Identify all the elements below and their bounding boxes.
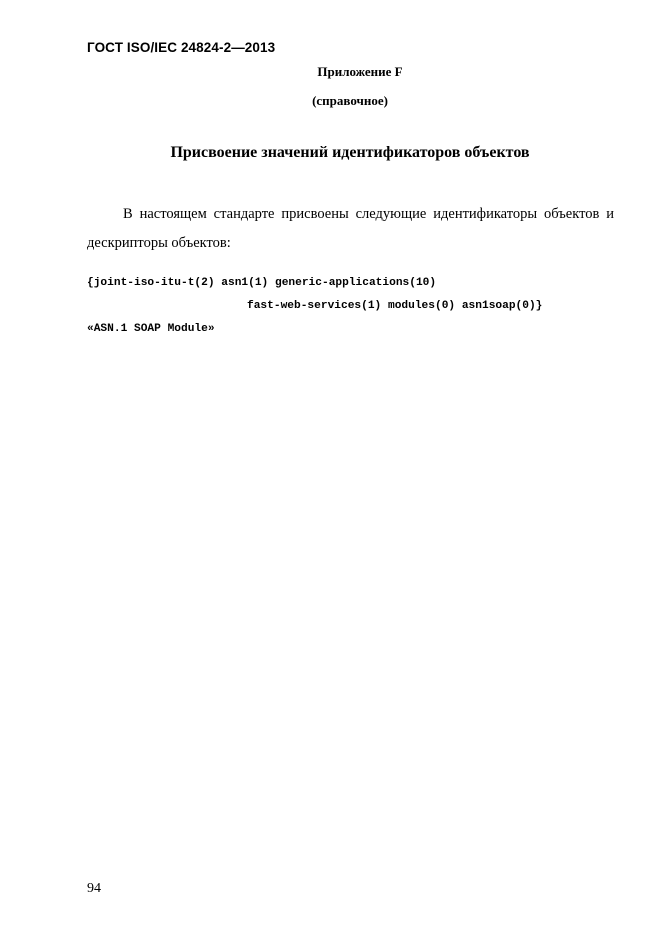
code-line: {joint-iso-itu-t(2) asn1(1) generic-applications(10) (87, 277, 437, 289)
standard-header: ГОСТ ISO/IEC 24824-2—2013 (87, 40, 276, 55)
appendix-type: (справочное) (312, 93, 388, 108)
object-descriptor: «ASN.1 SOAP Module» (87, 323, 215, 335)
code-line: fast-web-services(1) modules(0) asn1soap(0)} (247, 300, 543, 312)
appendix-title: Приложение F (317, 64, 403, 79)
body-paragraph: В настоящем стандарте присвоены следующие идентификаторы объектов и дескрипторы объектов: (87, 206, 614, 251)
page-number: 94 (87, 881, 101, 896)
section-title: Присвоение значений идентификаторов объектов (170, 144, 530, 161)
